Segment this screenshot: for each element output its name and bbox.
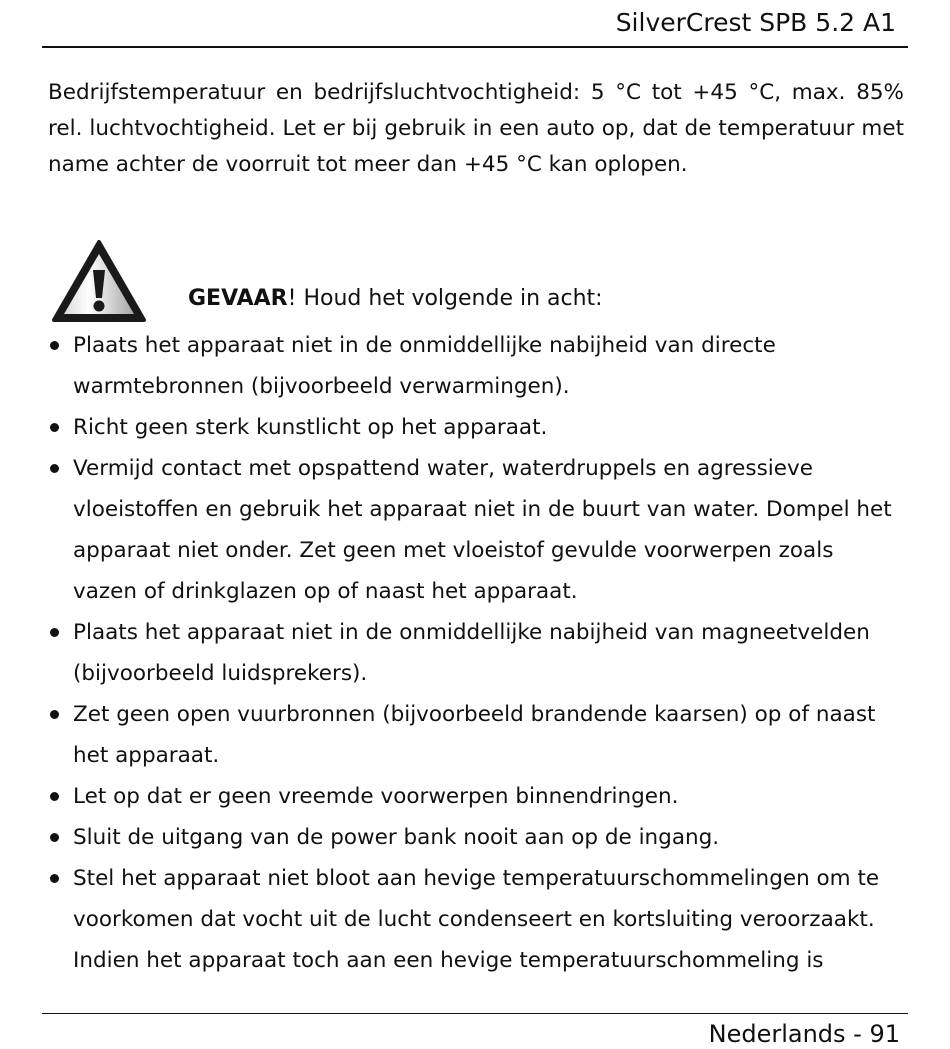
page-number: Nederlands - 91 bbox=[708, 1020, 900, 1048]
footer-rule bbox=[42, 1013, 908, 1014]
list-item: Plaats het apparaat niet in de onmiddellijke nabijheid van directe warmtebronnen (bijvoorbeeld verwarmingen). bbox=[46, 325, 896, 407]
header-rule bbox=[42, 46, 908, 48]
list-item: Let op dat er geen vreemde voorwerpen binnendringen. bbox=[46, 776, 896, 817]
warning-label: GEVAAR bbox=[188, 286, 288, 311]
safety-bullet-list bbox=[46, 325, 896, 981]
page-header-title: SilverCrest SPB 5.2 A1 bbox=[615, 8, 896, 37]
list-item: Zet geen open vuurbronnen (bijvoorbeeld brandende kaarsen) op of naast het apparaat. bbox=[46, 694, 896, 776]
warning-text: ! Houd het volgende in acht: bbox=[287, 286, 603, 311]
warning-triangle-icon bbox=[50, 238, 148, 324]
list-item: Vermijd contact met opspattend water, waterdruppels en agressieve vloeistoffen en gebruik het apparaat niet in de buurt van water. Dompel het apparaat niet onder. Zet geen met vloeistof gevulde voorwerpen zoals vazen of drinkglazen op of naast het apparaat. bbox=[46, 448, 896, 612]
list-item: Richt geen sterk kunstlicht op het apparaat. bbox=[46, 407, 896, 448]
list-item: Plaats het apparaat niet in de onmiddellijke nabijheid van magneetvelden (bijvoorbeeld luidsprekers). bbox=[46, 612, 896, 694]
list-item: Stel het apparaat niet bloot aan hevige temperatuurschommelingen om te voorkomen dat vocht uit de lucht condenseert en kortsluiting veroorzaakt. Indien het apparaat toch aan een hevige temperatuurschommeling is bbox=[46, 858, 896, 981]
intro-paragraph: Bedrijfstemperatuur en bedrijfsluchtvochtigheid: 5 °C tot +45 °C, max. 85% rel. luchtvochtigheid. Let er bij gebruik in een auto op, dat de temperatuur met name achter de voorruit tot meer dan +45 °C kan oplopen. bbox=[48, 80, 904, 177]
list-item: Sluit de uitgang van de power bank nooit aan op de ingang. bbox=[46, 817, 896, 858]
warning-heading bbox=[188, 281, 603, 317]
